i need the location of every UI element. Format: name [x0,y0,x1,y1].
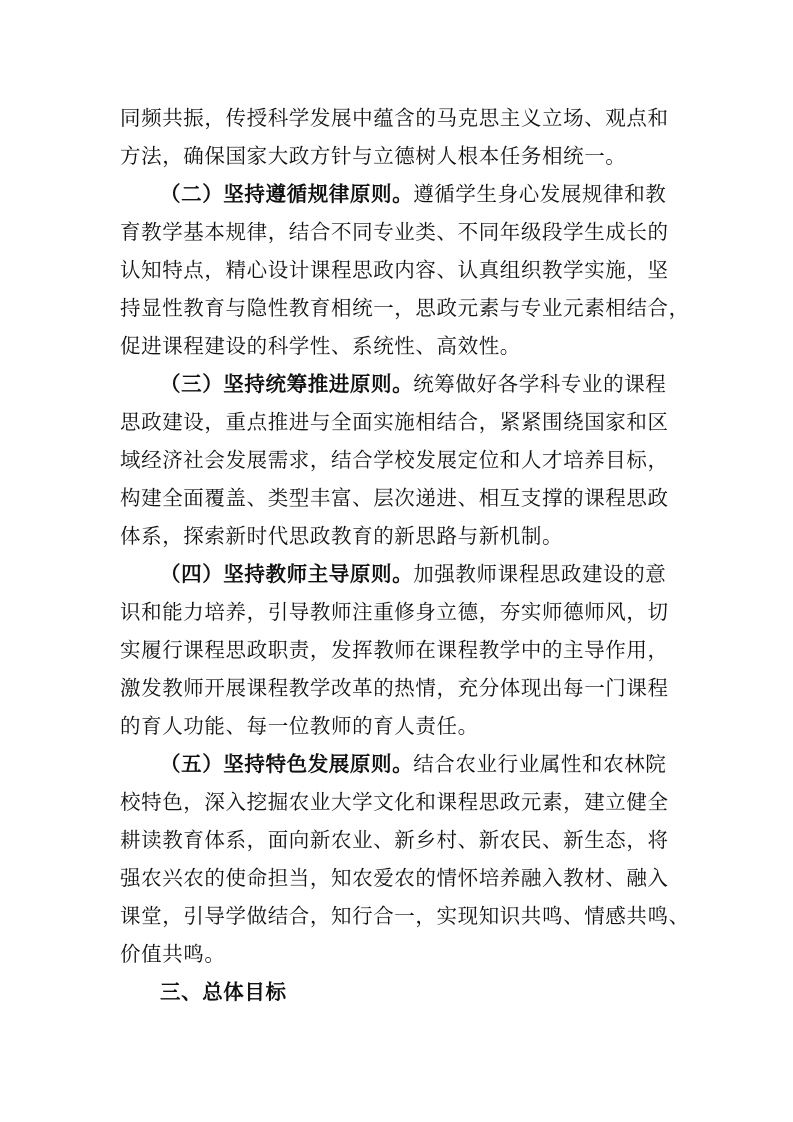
principle-2-line-2: 育教学基本规律，结合不同专业类、不同年级段学生成长的 [120,220,669,244]
principle-3-line-5: 体系，探索新时代思政教育的新思路与新机制。 [120,524,564,548]
principle-2-title: （二）坚持遵循规律原则。 [160,182,414,206]
intro-line-2: 方法，确保国家大政方针与立德树人根本任务相统一。 [120,144,627,168]
principle-5-line-6: 价值共鸣。 [120,942,226,966]
principle-3-first-rest: 统筹做好各学科专业的课程 [413,372,667,396]
principle-5-line-2: 校特色，深入挖掘农业大学文化和课程思政元素，建立健全 [120,790,669,814]
principle-5-line-5: 课堂，引导学做结合，知行合一，实现知识共鸣、情感共鸣、 [120,904,690,928]
principle-3-first-line [160,370,666,398]
principle-2-first-rest: 遵循学生身心发展规律和教 [413,182,667,206]
intro-line-1: 同频共振，传授科学发展中蕴含的马克思主义立场、观点和 [120,106,669,130]
principle-2-line-3: 认知特点，精心设计课程思政内容、认真组织教学实施，坚 [120,258,669,282]
principle-4-line-2: 识和能力培养，引导教师注重修身立德，夯实师德师风，切 [120,600,669,624]
principle-3-line-3: 域经济社会发展需求，结合学校发展定位和人才培养目标， [120,448,669,472]
principle-4-line-5: 的育人功能、每一位教师的育人责任。 [120,714,479,738]
principle-4-title: （四）坚持教师主导原则。 [160,562,414,586]
principle-5-title: （五）坚持特色发展原则。 [160,752,414,776]
principle-3-line-4: 构建全面覆盖、类型丰富、层次递进、相互支撑的课程思政 [120,486,669,510]
principle-5-first-rest: 结合农业行业属性和农林院 [413,752,667,776]
principle-5-line-4: 强农兴农的使命担当，知农爱农的情怀培养融入教材、融入 [120,866,669,890]
principle-2-first-line [160,180,666,208]
principle-2-line-4: 持显性教育与隐性教育相统一，思政元素与专业元素相结合， [120,296,690,320]
principle-4-line-4: 激发教师开展课程教学改革的热情，充分体现出每一门课程 [120,676,669,700]
principle-2-line-5: 促进课程建设的科学性、系统性、高效性。 [120,334,521,358]
principle-4-first-rest: 加强教师课程思政建设的意 [413,562,667,586]
principle-5-line-3: 耕读教育体系，面向新农业、新乡村、新农民、新生态，将 [120,828,669,852]
principle-3-title: （三）坚持统筹推进原则。 [160,372,414,396]
principle-3-line-2: 思政建设，重点推进与全面实施相结合，紧紧围绕国家和区 [120,410,669,434]
principle-5-first-line [160,750,666,778]
principle-4-first-line [160,560,666,588]
principle-4-line-3: 实履行课程思政职责，发挥教师在课程教学中的主导作用， [120,638,669,662]
section-heading: 三、总体目标 [160,980,287,1004]
